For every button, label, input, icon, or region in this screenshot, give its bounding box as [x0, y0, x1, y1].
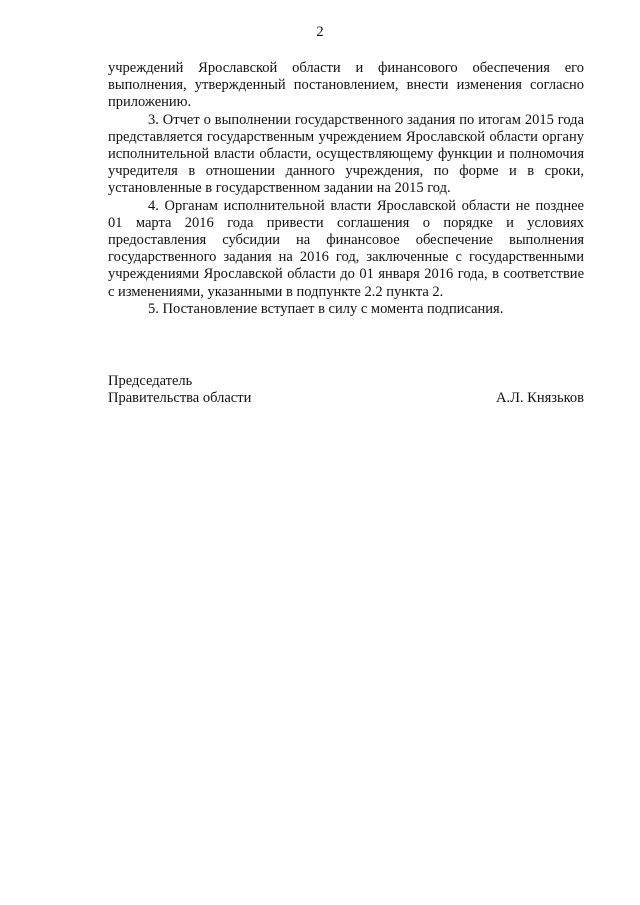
signer-title-line2: Правительства области — [108, 390, 252, 407]
signature-block — [108, 373, 584, 407]
paragraph-continuation: учреждений Ярославской области и финансового обеспечения его выполнения, утвержденный постановлением, внести изменения согласно приложению. — [108, 60, 584, 111]
signer-name: А.Л. Князьков — [495, 390, 584, 407]
signer-title-line1: Председатель — [108, 373, 193, 389]
page-number: 2 — [316, 24, 324, 40]
paragraph-4: 4. Органам исполнительной власти Ярославской области не позднее 01 марта 2016 года привести соглашения о порядке и условиях предоставления субсидии на финансовое обеспечение выполнения государственного задания на 2016 год, заключенные с государственными учреждениями Ярославской области до 01 января 2016 года, в соответствие с изменениями, указанными в подпункте 2.2 пункта 2. — [108, 197, 584, 300]
paragraph-5: 5. Постановление вступает в силу с момента подписания. — [148, 300, 504, 317]
paragraph-3: 3. Отчет о выполнении государственного задания по итогам 2015 года представляется государственным учреждением Ярославской области органу исполнительной власти области, осуществляющему функции и полномочия учредителя в отношении данного учреждения, по форме и в сроки, установленные в государственном задании на 2015 год. — [108, 111, 584, 197]
signer-row — [108, 390, 584, 407]
document-body — [108, 60, 584, 318]
